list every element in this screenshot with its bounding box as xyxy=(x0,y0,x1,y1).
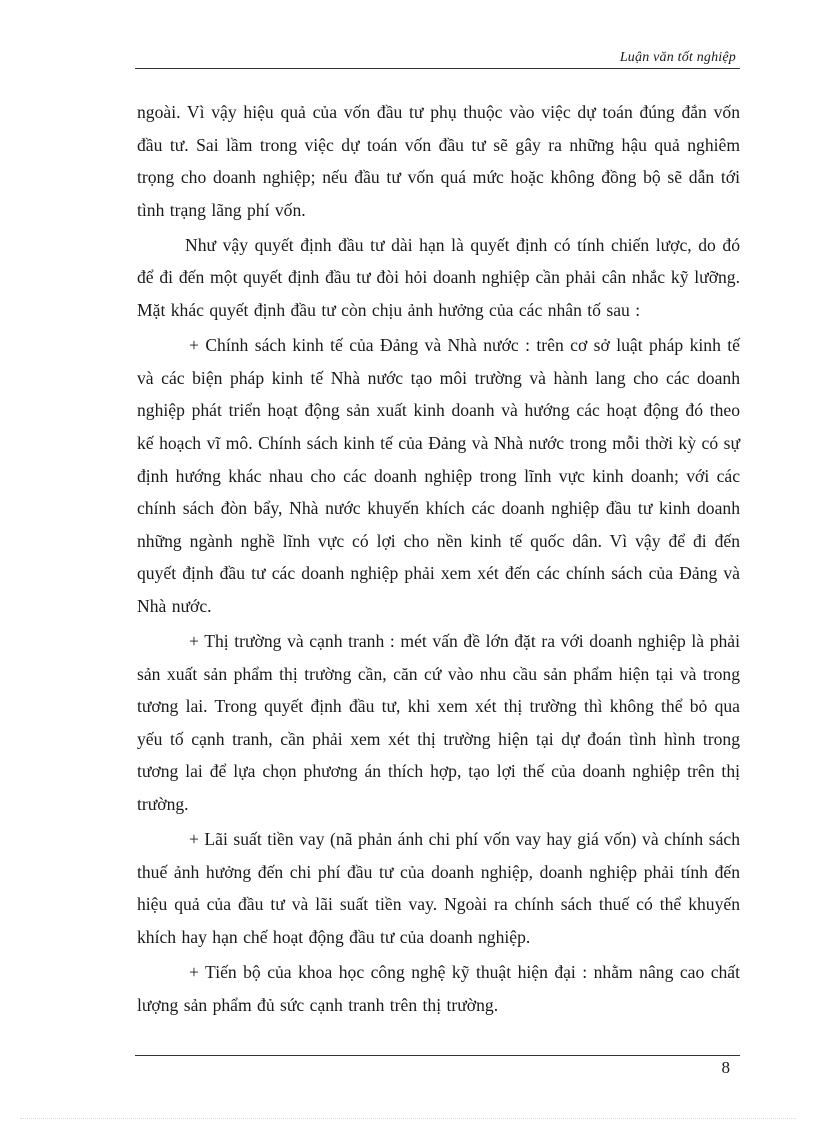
paragraph-technology-factor: + Tiến bộ của khoa học công nghệ kỹ thuật hiện đại : nhằm nâng cao chất lượng sản phẩm đủ sức cạnh tranh trên thị trường. xyxy=(137,961,740,1015)
page-edge-divider xyxy=(20,1118,796,1119)
page-header xyxy=(135,48,740,69)
paragraph-interest-factor: + Lãi suất tiền vay (nã phản ánh chi phí vốn vay hay giá vốn) và chính sách thuế ảnh hưởng đến chi phí đầu tư của doanh nghiệp, doanh nghiệp phải tính đến hiệu quả của đầu tư và lãi suất tiền vay. Ngoài ra chính sách thuế có thể khuyến khích hay hạn chế hoạt động đầu tư của doanh nghiệp. xyxy=(137,829,740,947)
paragraph-factors-intro: Như vậy quyết định đầu tư dài hạn là quyết định có tính chiến lược, do đó để đi đến một quyết định đầu tư đòi hỏi doanh nghiệp cần phải cân nhắc kỹ lưỡng. Mặt khác quyết định đầu tư còn chịu ảnh hưởng của các nhân tố sau : xyxy=(137,234,740,321)
body-text xyxy=(137,96,740,1021)
paragraph-policy-factor: + Chính sách kinh tế của Đảng và Nhà nước : trên cơ sở luật pháp kinh tế và các biện pháp kinh tế Nhà nước tạo môi trường và hành lang cho các doanh nghiệp phát triển hoạt động sản xuất kinh doanh và hướng các hoạt động đó theo kế hoạch vĩ mô. Chính sách kinh tế của Đảng và Nhà nước trong mỗi thời kỳ có sự định hướng khác nhau cho các doanh nghiệp trong lĩnh vực kinh doanh; với các chính sách đòn bẩy, Nhà nước khuyến khích các doanh nghiệp đầu tư kinh doanh những ngành nghề lĩnh vực có lợi cho nền kinh tế quốc dân. Vì vậy để đi đến quyết định đầu tư các doanh nghiệp phải xem xét đến các chính sách của Đảng và Nhà nước. xyxy=(137,335,740,616)
page-footer xyxy=(135,1055,740,1077)
paragraph-continuation: ngoài. Vì vậy hiệu quả của vốn đầu tư phụ thuộc vào việc dự toán đúng đắn vốn đầu tư. Sai lầm trong việc dự toán vốn đầu tư sẽ gây ra những hậu quả nghiêm trọng cho doanh nghiệp; nếu đầu tư vốn quá mức hoặc không đồng bộ sẽ dẫn tới tình trạng lãng phí vốn. xyxy=(137,102,740,220)
paragraph-market-factor: + Thị trường và cạnh tranh : mét vấn đề lớn đặt ra với doanh nghiệp là phải sản xuất sản phẩm thị trường cần, căn cứ vào nhu cầu sản phẩm hiện tại và trong tương lai. Trong quyết định đầu tư, khi xem xét thị trường thì không thể bỏ qua yếu tố cạnh tranh, cần phải xem xét thị trường hiện tại dự đoán tình hình trong tương lai để lựa chọn phương án thích hợp, tạo lợi thế của doanh nghiệp trên thị trường. xyxy=(137,631,740,814)
running-title: Luận văn tốt nghiệp xyxy=(619,50,736,65)
page-number: 8 xyxy=(721,1058,730,1077)
